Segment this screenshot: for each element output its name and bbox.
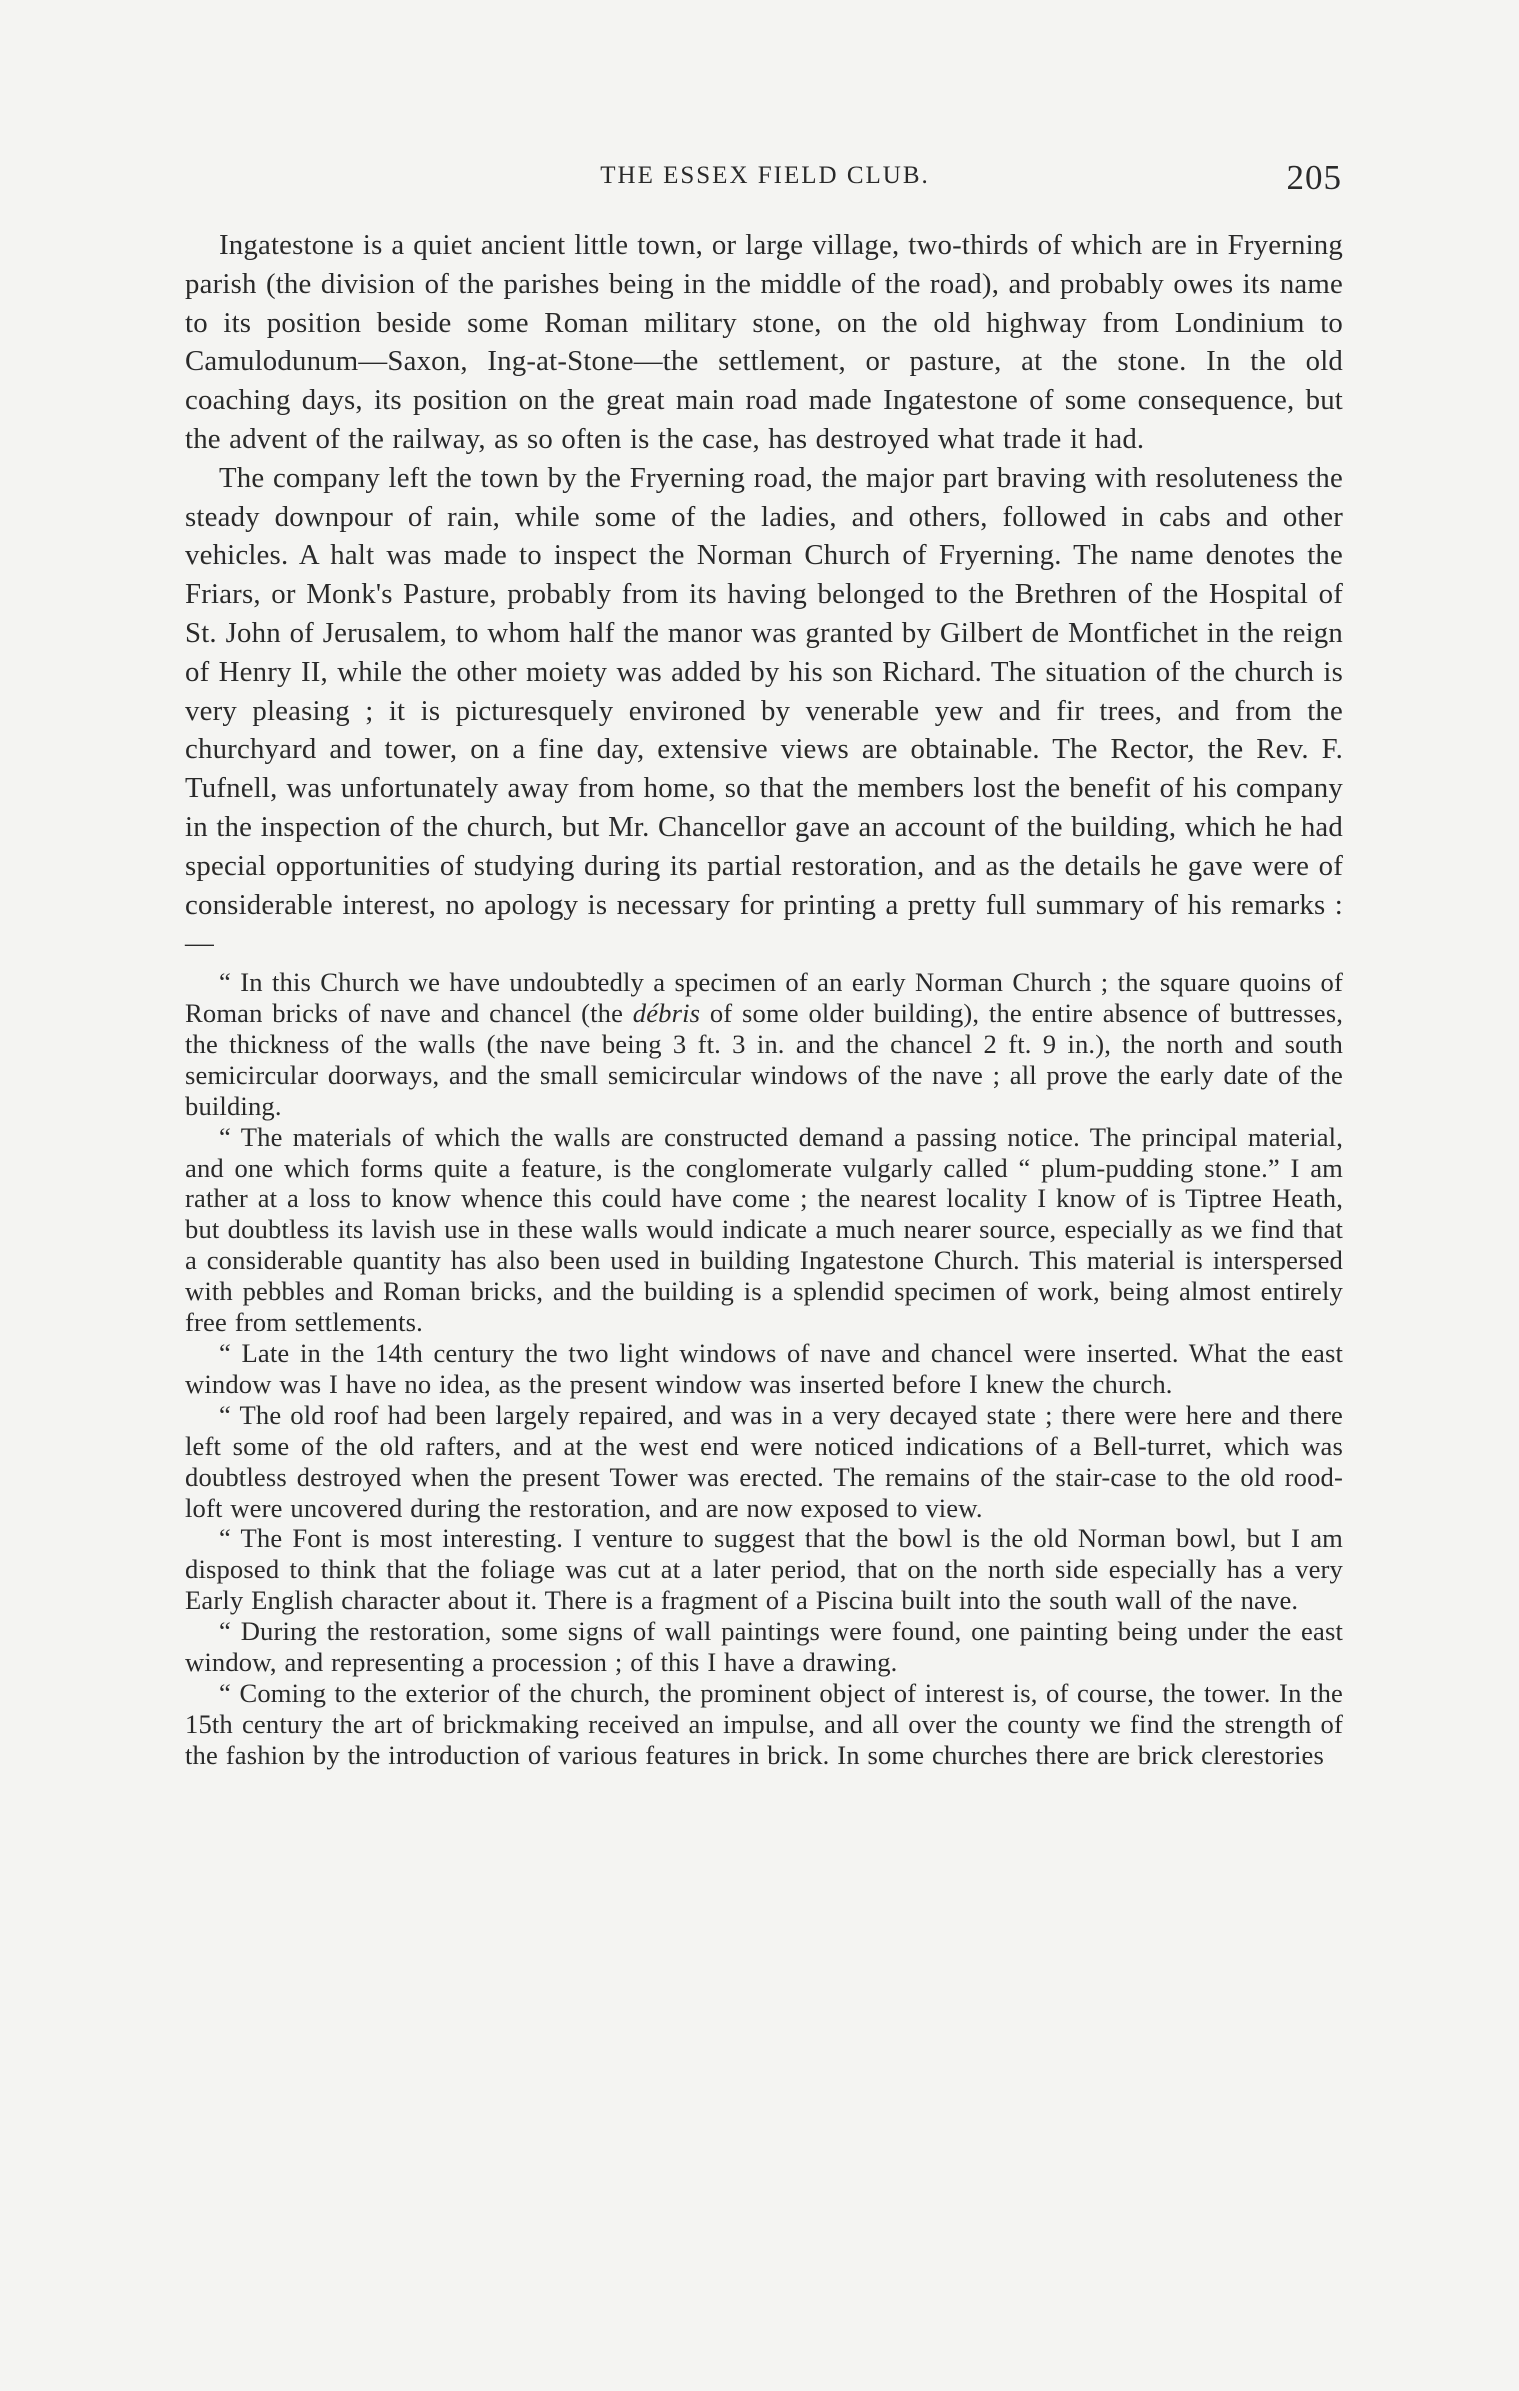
body-text xyxy=(185,226,1343,1771)
paragraph-ingatestone: Ingatestone is a quiet ancient little town, or large village, two-thirds of which are in Fryerning parish (the division of the parishes being in the middle of the road), and probably owes its name to its position beside some Roman military stone, on the old highway from Londinium to Camulodunum—Saxon, Ing-at-Stone—the settlement, or pasture, at the stone. In the old coaching days, its position on the great main road made Ingatestone of some consequence, but the advent of the railway, as so often is the case, has destroyed what trade it had. xyxy=(185,229,1343,455)
quote-italic-term: débris xyxy=(632,998,701,1029)
quote-wall-paintings: “ During the restoration, some signs of wall paintings were found, one painting being under the east window, and representing a procession ; of this I have a drawing. xyxy=(185,1616,1343,1678)
quote-windows: “ Late in the 14th century the two light windows of nave and chancel were inserted. What the east window was I have no idea, as the present window was inserted before I knew the church. xyxy=(185,1338,1343,1399)
quote-norman-church xyxy=(185,967,1343,1122)
quote-exterior-tower: “ Coming to the exterior of the church, the prominent object of interest is, of course, the tower. In the 15th century the art of brickmaking received an impulse, and all over the county we find the strength of the fashion by the introduction of various features in brick. In some churches there are brick clerestories xyxy=(185,1677,1343,1770)
quote-materials: “ The materials of which the walls are constructed demand a passing notice. The principal material, and one which forms quite a feature, is the conglomerate vulgarly called “ plum-pudding stone.” I am rather at a loss to know whence this could have come ; the nearest locality I know of is Tiptree Heath, but doubtless its lavish use in these walls would indicate a much nearer source, especially as we find that a considerable quantity has also been used in building Ingatestone Church. This material is interspersed with pebbles and Roman bricks, and the building is a splendid specimen of work, being almost entirely free from settlements. xyxy=(185,1121,1343,1338)
quote-roof: “ The old roof had been largely repaired, and was in a very decayed state ; there were here and there left some of the old rafters, and at the west end were noticed indications of a Bell-turret, which was doubtless destroyed when the present Tower was erected. The remains of the stair-case to the old rood-loft were uncovered during the restoration, and are now exposed to view. xyxy=(185,1399,1343,1523)
quote-text: “ In this Church we have undoubtedly a specimen of an early Norman Church ; the square quoins of Roman bricks of nave and chancel (the xyxy=(185,967,1343,1029)
quote-text: of some older building), the entire absence of buttresses, the thickness of the walls (the nave being 3 ft. 3 in. and the chancel 2 ft. 9 in.), the north and south semicircular doorways, and the small semicircular windows of the nave ; all prove the early date of the building. xyxy=(185,998,1344,1121)
page-header xyxy=(188,158,1342,198)
quote-font: “ The Font is most interesting. I venture to suggest that the bowl is the old Norman bowl, but I am disposed to think that the foliage was cut at a later period, that on the north side especially has a very Early English character about it. There is a fragment of a Piscina built into the south wall of the nave. xyxy=(185,1523,1343,1616)
running-title: THE ESSEX FIELD CLUB. xyxy=(600,162,930,189)
paragraph-company-left: The company left the town by the Fryerning road, the major part braving with resoluteness the steady downpour of rain, while some of the ladies, and others, followed in cabs and other vehicles. A halt was made to inspect the Norman Church of Fryerning. The name denotes the Friars, or Monk's Pasture, probably from its having belonged to the Brethren of the Hospital of St. John of Jerusalem, to whom half the manor was granted by Gilbert de Montfichet in the reign of Henry II, while the other moiety was added by his son Richard. The situation of the church is very pleasing ; it is picturesquely environed by venerable yew and fir trees, and from the churchyard and tower, on a fine day, extensive views are obtainable. The Rector, the Rev. F. Tufnell, was unfortunately away from home, so that the members lost the benefit of his company in the inspection of the church, but Mr. Chancellor gave an account of the building, which he had special opportunities of studying during its partial restoration, and as the details he gave were of considerable interest, no apology is necessary for printing a pretty full summary of his remarks :— xyxy=(185,461,1343,960)
page-number: 205 xyxy=(1286,158,1342,197)
